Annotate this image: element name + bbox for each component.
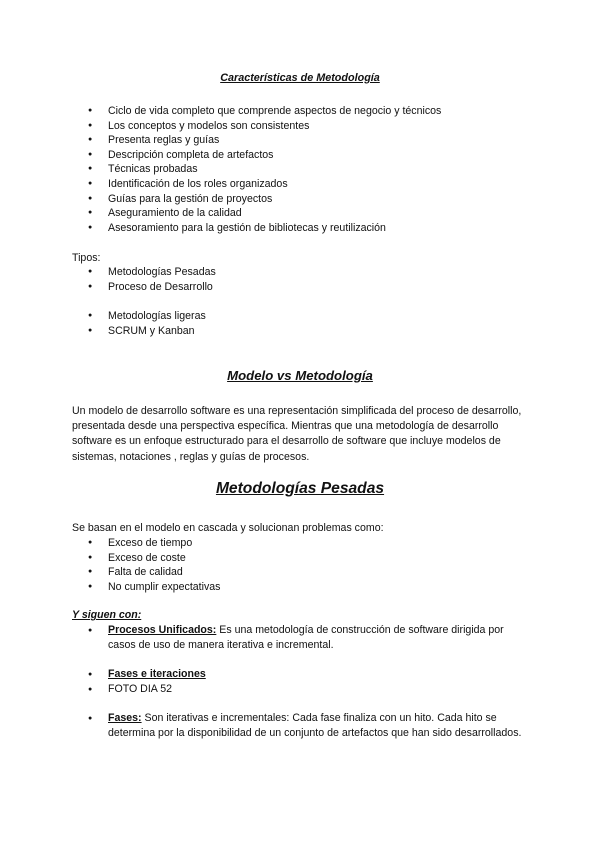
- list-item: ● Asesoramiento para la gestión de bibliotecas y reutilización: [0, 221, 441, 236]
- list-item: ● No cumplir expectativas: [0, 580, 220, 595]
- list-item: ● Exceso de coste: [0, 551, 220, 566]
- procesos-label: Procesos Unificados:: [108, 624, 217, 636]
- pesadas-intro: Se basan en el modelo en cascada y solucionan problemas como:: [72, 522, 384, 534]
- list-item: ● Descripción completa de artefactos: [0, 148, 441, 163]
- tipos-ligeras-list: [0, 309, 206, 338]
- tipos-label: Tipos:: [72, 252, 101, 264]
- list-item: ● Identificación de los roles organizados: [0, 177, 441, 192]
- bullet-icon: ●: [88, 627, 93, 634]
- list-item: ● Exceso de tiempo: [0, 536, 220, 551]
- bullet-icon: ●: [88, 715, 93, 722]
- procesos-text: Es una metodología de construcción de software dirigida por casos de uso de manera iterativa e incremental.: [108, 624, 504, 651]
- list-item: ● Ciclo de vida completo que comprende aspectos de negocio y técnicos: [0, 104, 441, 119]
- modelo-paragraph: Un modelo de desarrollo software es una representación simplificada del proceso de desarrollo, presentada desde una perspectiva específica. Mientras que una metodología de desarrollo software es un enfoque estructurado para el desarrollo de software que incluye modelos de sistemas, notaciones , reglas y guías de procesos.: [72, 405, 522, 463]
- list-item-pesadas: ● Metodologías Pesadas: [0, 265, 216, 280]
- list-item: ● Aseguramiento de la calidad: [0, 206, 441, 221]
- list-item: ● Falta de calidad: [0, 565, 220, 580]
- caracteristicas-list: [0, 104, 441, 235]
- procesos-item: [108, 623, 528, 653]
- fases-item: [108, 711, 528, 741]
- list-item: ● Técnicas probadas: [0, 162, 441, 177]
- fases-iteraciones-item: Fases e iteraciones: [108, 668, 206, 680]
- bullet-icon: ●: [88, 671, 93, 678]
- tipos-pesadas-list: [0, 265, 216, 294]
- sub-item-scrum: ● SCRUM y Kanban: [0, 324, 206, 339]
- problems-list: [0, 536, 220, 594]
- sub-item-proceso: ● Proceso de Desarrollo: [0, 280, 216, 295]
- siguen-label: Y siguen con:: [72, 609, 142, 621]
- bullet-icon: ●: [88, 686, 93, 693]
- list-item-ligeras: ● Metodologías ligeras: [0, 309, 206, 324]
- section-title-caracteristicas: Características de Metodología: [220, 72, 380, 84]
- section-title-modelo: Modelo vs Metodología: [227, 368, 373, 383]
- list-item: ● Los conceptos y modelos son consistentes: [0, 119, 441, 134]
- section-title-pesadas: Metodologías Pesadas: [215, 480, 385, 497]
- list-item: ● Guías para la gestión de proyectos: [0, 192, 441, 207]
- fases-text: Son iterativas e incrementales: Cada fase finaliza con un hito. Cada hito se determina por la disponibilidad de un conjunto de artefactos que han sido desarrollados.: [108, 712, 522, 739]
- foto-item: FOTO DIA 52: [108, 683, 172, 695]
- fases-label: Fases:: [108, 712, 142, 724]
- list-item: ● Presenta reglas y guías: [0, 133, 441, 148]
